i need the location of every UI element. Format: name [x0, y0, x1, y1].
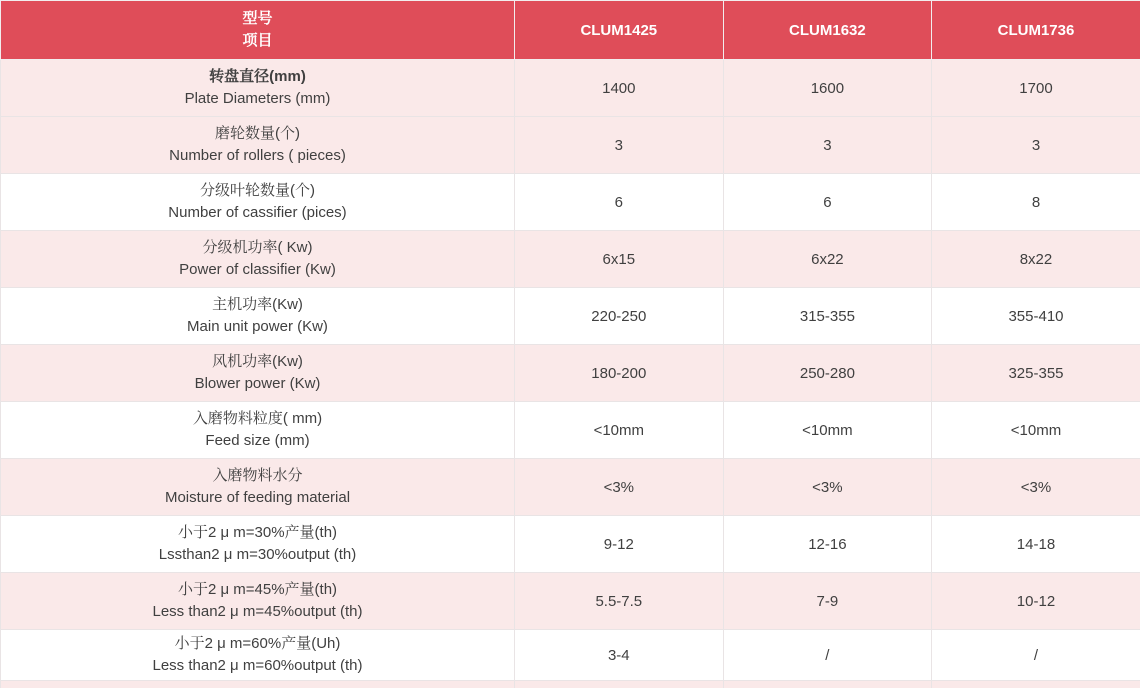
spec-value-cell: 6	[515, 174, 724, 231]
table-row	[1, 630, 1140, 681]
spec-value-cell: 3	[932, 117, 1140, 174]
spec-empty-cell	[515, 681, 724, 688]
spec-value-cell: <10mm	[515, 402, 724, 459]
table-row	[1, 174, 1140, 231]
header-cell-model-clum1632: CLUM1632	[723, 1, 932, 60]
header-cell-model-clum1736: CLUM1736	[932, 1, 1140, 60]
spec-name-en: Number of rollers ( pieces)	[169, 147, 346, 164]
spec-value-cell: 220-250	[515, 288, 724, 345]
spec-empty-cell	[932, 681, 1140, 688]
spec-value-cell: 3-4	[515, 630, 724, 681]
spec-value-cell: /	[723, 630, 932, 681]
table-row	[1, 231, 1140, 288]
spec-name-en: Plate Diameters (mm)	[184, 90, 331, 107]
table-row	[1, 288, 1140, 345]
table-row	[1, 573, 1140, 630]
spec-name-en: Moisture of feeding material	[164, 489, 351, 506]
spec-name-cell	[1, 117, 515, 174]
spec-name-en: Less than2 μ m=60%output (th)	[152, 657, 363, 674]
spec-name-en: Less than2 μ m=45%output (th)	[152, 603, 363, 620]
spec-value-cell: <3%	[932, 459, 1140, 516]
header-item-line1: 型号	[242, 10, 273, 27]
spec-value-cell: 9-12	[515, 516, 724, 573]
spec-value-cell: 10-12	[932, 573, 1140, 630]
spec-name-cell	[1, 573, 515, 630]
spec-name-cn: 入磨物料粒度( mm)	[192, 410, 323, 427]
spec-name-cn: 小于2 μ m=30%产量(th)	[177, 524, 338, 541]
header-cell-model-clum1425: CLUM1425	[515, 1, 724, 60]
spec-value-cell: 1400	[515, 60, 724, 117]
spec-name-cn: 分级机功率( Kw)	[202, 239, 313, 256]
spec-value-cell: <10mm	[932, 402, 1140, 459]
spec-value-cell: <3%	[723, 459, 932, 516]
table-row	[1, 459, 1140, 516]
table-row	[1, 60, 1140, 117]
header-cell-item	[1, 1, 515, 60]
spec-value-cell: 12-16	[723, 516, 932, 573]
table-row-partial	[1, 681, 1140, 688]
spec-name-cell	[1, 459, 515, 516]
spec-value-cell: 3	[515, 117, 724, 174]
spec-value-cell: 5.5-7.5	[515, 573, 724, 630]
spec-name-cn: 风机功率(Kw)	[212, 353, 303, 370]
spec-name-en: Blower power (Kw)	[194, 375, 321, 392]
spec-name-cell	[1, 231, 515, 288]
spec-value-cell: <3%	[515, 459, 724, 516]
spec-name-cell	[1, 630, 515, 681]
spec-name-en: Power of classifier (Kw)	[179, 261, 336, 278]
spec-value-cell: 8	[932, 174, 1140, 231]
spec-value-cell: 180-200	[515, 345, 724, 402]
spec-name-en: Number of cassifier (pices)	[168, 204, 347, 221]
spec-value-cell: 6	[723, 174, 932, 231]
spec-table-body	[1, 60, 1140, 688]
table-row	[1, 516, 1140, 573]
spec-name-cell	[1, 288, 515, 345]
spec-value-cell: 6x22	[723, 231, 932, 288]
spec-name-cn: 小于2 μ m=60%产量(Uh)	[174, 635, 341, 652]
spec-value-cell: 6x15	[515, 231, 724, 288]
header-row	[1, 1, 1140, 60]
spec-value-cell: 315-355	[723, 288, 932, 345]
spec-name-en: Main unit power (Kw)	[187, 318, 328, 335]
table-row	[1, 117, 1140, 174]
spec-name-cell	[1, 516, 515, 573]
spec-name-cn: 入磨物料水分	[212, 467, 303, 484]
spec-value-cell: 250-280	[723, 345, 932, 402]
spec-value-cell: 14-18	[932, 516, 1140, 573]
spec-name-en: Feed size (mm)	[205, 432, 310, 449]
spec-name-cell	[1, 345, 515, 402]
spec-name-cn: 转盘直径(mm)	[209, 68, 306, 85]
spec-name-cell	[1, 174, 515, 231]
spec-name-cell	[1, 402, 515, 459]
spec-name-cn: 分级叶轮数量(个)	[200, 182, 315, 199]
spec-value-cell: 3	[723, 117, 932, 174]
table-row	[1, 402, 1140, 459]
spec-name-cn: 小于2 μ m=45%产量(th)	[177, 581, 338, 598]
spec-value-cell: <10mm	[723, 402, 932, 459]
spec-value-cell: 325-355	[932, 345, 1140, 402]
spec-value-cell: 355-410	[932, 288, 1140, 345]
spec-value-cell: /	[932, 630, 1140, 681]
spec-empty-cell	[723, 681, 932, 688]
spec-value-cell: 8x22	[932, 231, 1140, 288]
spec-name-en: Lssthan2 μ m=30%output (th)	[158, 546, 357, 563]
spec-empty-cell	[1, 681, 515, 688]
header-item-line2: 项目	[242, 32, 273, 49]
spec-name-cn: 主机功率(Kw)	[212, 296, 303, 313]
spec-name-cn: 磨轮数量(个)	[215, 125, 300, 142]
spec-value-cell: 1700	[932, 60, 1140, 117]
spec-name-cell	[1, 60, 515, 117]
spec-value-cell: 7-9	[723, 573, 932, 630]
spec-value-cell: 1600	[723, 60, 932, 117]
table-row	[1, 345, 1140, 402]
